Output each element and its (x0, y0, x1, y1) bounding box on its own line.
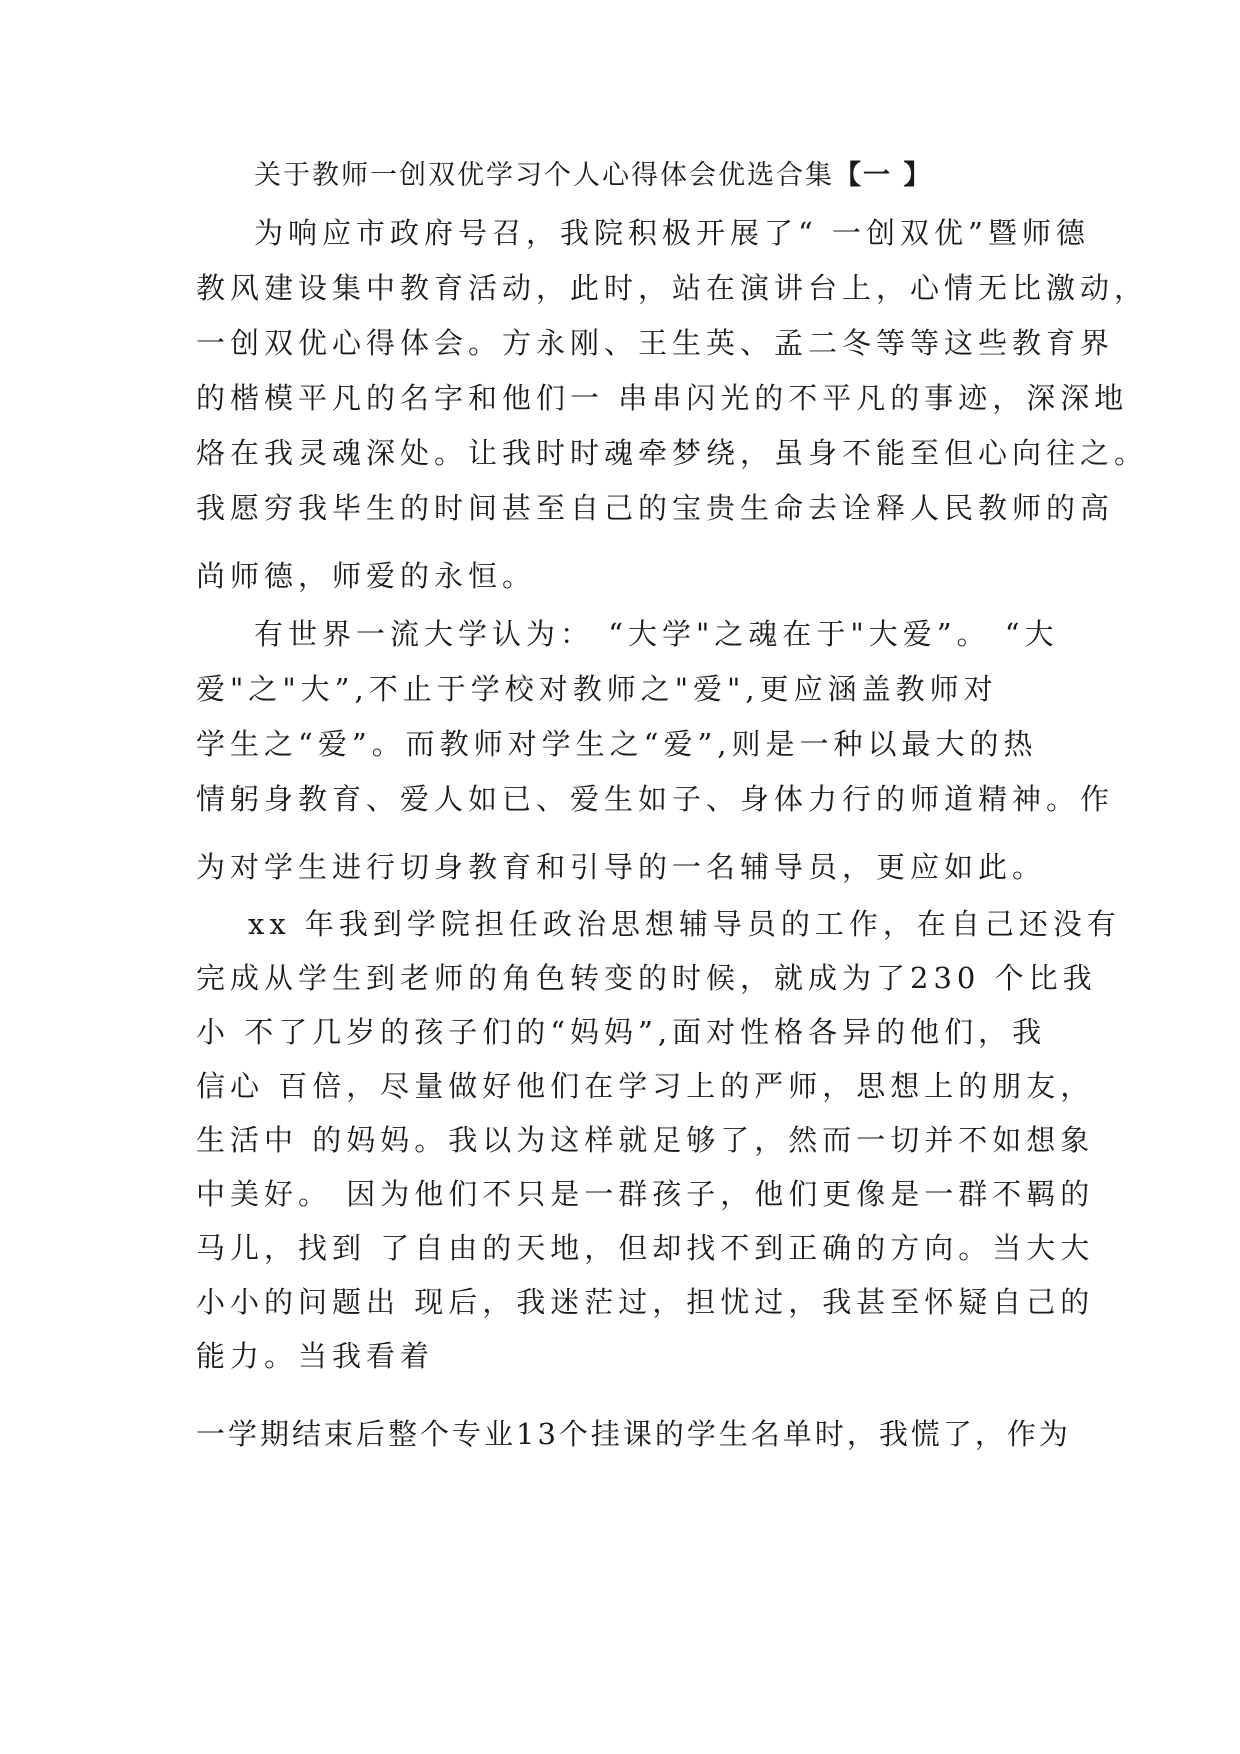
paragraph-3-line-4: 信心 百倍，尽量做好他们在学习上的严师，思想上的朋友， (196, 1069, 1095, 1103)
paragraph-1-line-2: 教风建设集中教育活动，此时，站在演讲台上，心情无比激动， (196, 271, 1149, 305)
paragraph-3-line-6: 中美好。 因为他们不只是一群孩子，他们更像是一群不羁的 (196, 1177, 1095, 1211)
paragraph-1-line-1: 为响应市政府号召，我院积极开展了“ 一创双优”暨师德 (254, 216, 1090, 250)
paragraph-1-line-5: 烙在我灵魂深处。让我时时魂牵梦绕，虽身不能至但心向往之。 (196, 436, 1149, 470)
title-bracket: 【一 】 (834, 160, 933, 191)
paragraph-2-line-5: 为对学生进行切身教育和引导的一名辅导员，更应如此。 (196, 850, 1047, 884)
paragraph-1-line-3: 一创双优心得体会。方永刚、王生英、孟二冬等等这些教育界 (196, 326, 1115, 360)
paragraph-3-line-1: xx 年我到学院担任政治思想辅导员的工作，在自己还没有 (248, 907, 1121, 941)
paragraph-2-line-1: 有世界一流大学认为： “大学"之魂在于"大爱”。 “大 (254, 617, 1059, 651)
paragraph-1-line-4: 的楷模平凡的名字和他们一 串串闪光的不平凡的事迹，深深地 (196, 381, 1129, 415)
title-text: 关于教师一创双优学习个人心得体会优选合集 (254, 160, 834, 191)
document-title (254, 156, 932, 196)
paragraph-4-line-1: 一学期结束后整个专业13个挂课的学生名单时，我慌了，作为 (196, 1417, 1071, 1451)
paragraph-3-line-2: 完成从学生到老师的角色转变的时候，就成为了230 个比我 (196, 961, 1097, 995)
paragraph-3-line-7: 马儿，找到 了自由的天地，但却找不到正确的方向。当大大 (196, 1231, 1095, 1265)
paragraph-1-line-6: 我愿穷我毕生的时间甚至自己的宝贵生命去诠释人民教师的高 (196, 491, 1115, 525)
paragraph-3-line-8: 小小的问题出 现后，我迷茫过，担忧过，我甚至怀疑自己的 (196, 1285, 1095, 1319)
paragraph-3-line-5: 生活中 的妈妈。我以为这样就足够了，然而一切并不如想象 (196, 1123, 1095, 1157)
paragraph-1-line-7: 尚师德，师爱的永恒。 (196, 559, 537, 593)
paragraph-3-line-9: 能力。当我看着 (196, 1339, 435, 1373)
paragraph-2-line-3: 学生之“爱”。而教师对学生之“爱”,则是一种以最大的热 (196, 727, 1038, 761)
paragraph-2-line-2: 爱"之"大”,不止于学校对教师之"爱",更应涵盖教师对 (196, 672, 998, 706)
paragraph-3-line-3: 小 不了几岁的孩子们的“妈妈”,面对性格各异的他们，我 (196, 1015, 1047, 1049)
paragraph-2-line-4: 情躬身教育、爱人如已、爱生如子、身体力行的师道精神。作 (196, 782, 1115, 816)
